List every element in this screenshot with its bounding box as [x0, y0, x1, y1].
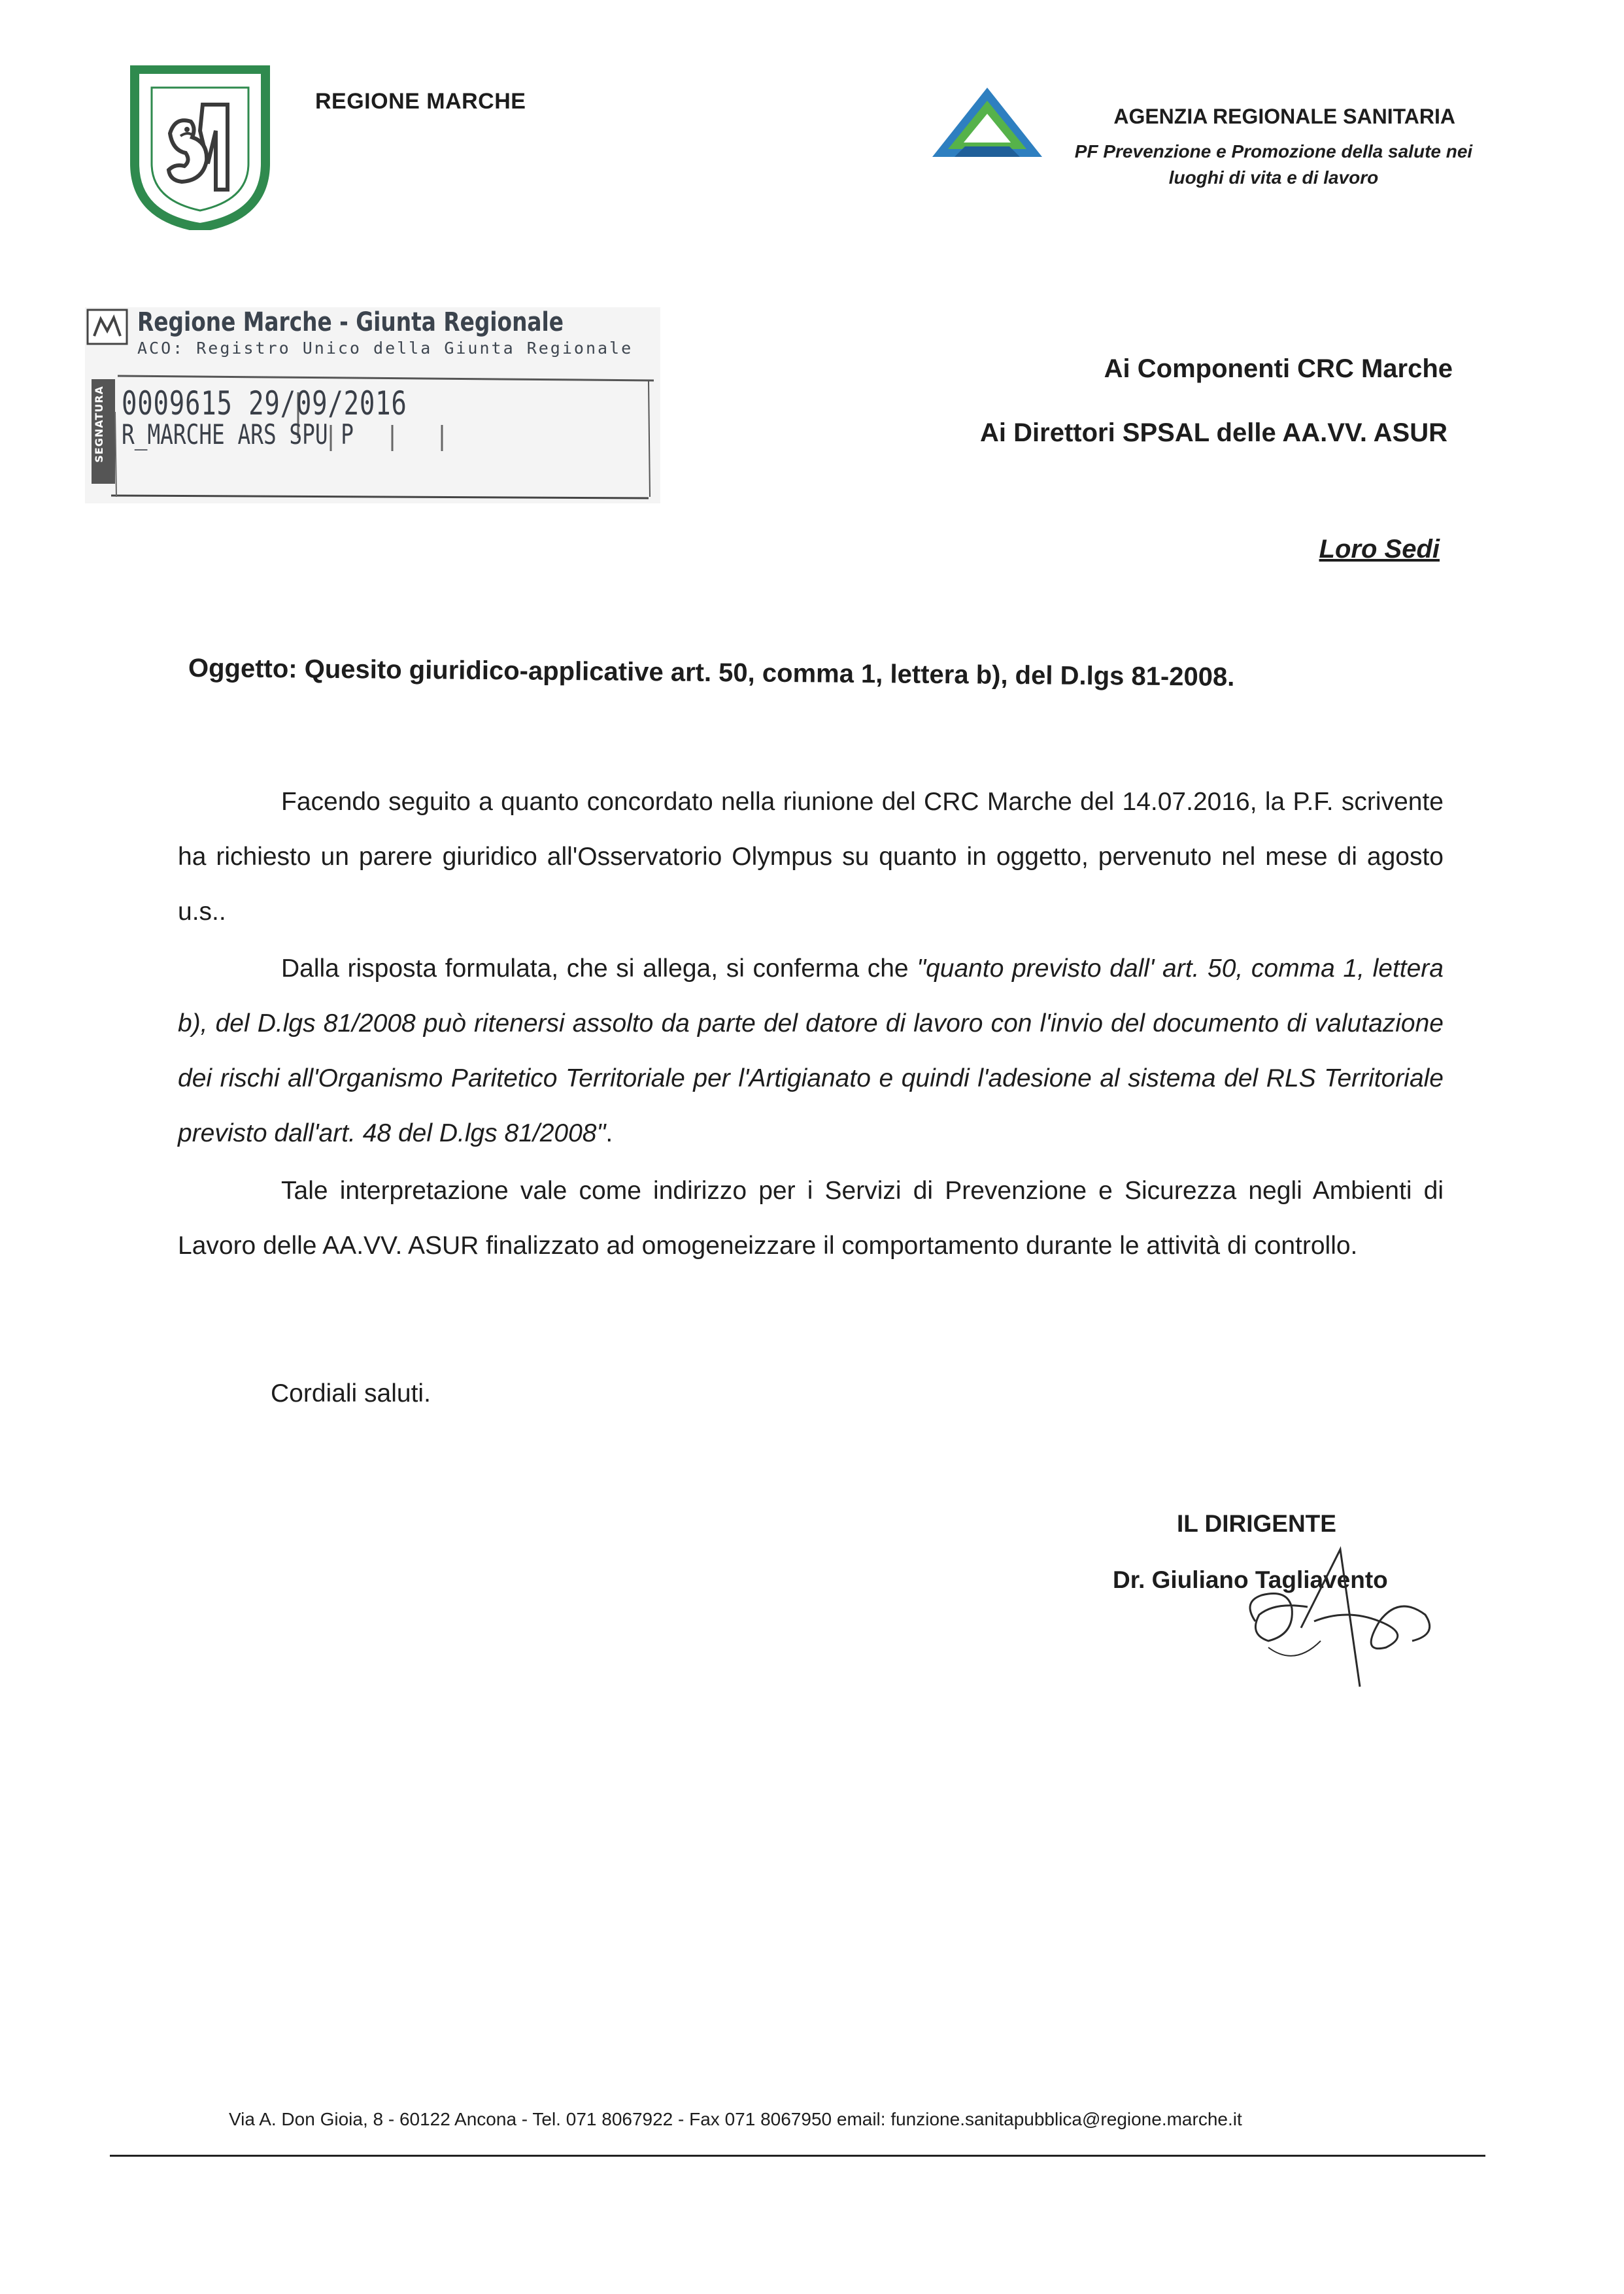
footer-contact: Via A. Don Gioia, 8 - 60122 Ancona - Tel. 071 8067922 - Fax 071 8067950 email: funzione.sanitapubblica@regione.marche.it: [229, 2109, 1242, 2129]
paragraph-intro: Dalla risposta formulata, che si allega, si conferma che: [281, 954, 917, 983]
agency-department: PF Prevenzione e Promozione della salute nei luoghi di vita e di lavoro: [1074, 141, 1473, 188]
regione-marche-crest-icon: [129, 65, 271, 230]
signatory-role: IL DIRIGENTE: [1177, 1510, 1336, 1537]
handwritten-signature: [1229, 1523, 1464, 1693]
stamp-side-label: SEGNATURA: [93, 386, 105, 463]
quoted-opinion: "quanto previsto dall' art. 50, comma 1, lettera b), del D.lgs 81/2008 può ritenersi assolto da parte del datore di lavoro con l'invio del documento di valutazione dei rischi all'Organismo Paritetico Territoriale per l'Artigianato e quindi l'adesione al sistema del RLS Territoriale previsto dall'art. 48 del D.lgs 81/2008": [178, 954, 1444, 1147]
stamp-subtitle: ACO: Registro Unico della Giunta Regionale: [137, 339, 634, 358]
body-paragraph: Facendo seguito a quanto concordato nella riunione del CRC Marche del 14.07.2016, la P.F. scrivente ha richiesto un parere giuridico all'Osservatorio Olympus su quanto in oggetto, pervenuto nel mese di agosto u.s..: [178, 788, 1444, 926]
signatory-name: Dr. Giuliano Tagliavento: [1113, 1566, 1388, 1593]
paragraph-end: .: [605, 1119, 613, 1147]
recipient-location: Loro Sedi: [1319, 535, 1440, 564]
footer-divider: [110, 2155, 1485, 2157]
region-name: REGIONE MARCHE: [315, 89, 526, 114]
body-paragraph: [178, 941, 1444, 1161]
recipient-line: Ai Direttori SPSAL delle AA.VV. ASUR: [980, 418, 1447, 447]
stamp-protocol-number: 0009615 29/09/2016: [122, 384, 407, 422]
body-paragraph: Tale interpretazione vale come indirizzo per i Servizi di Prevenzione e Sicurezza negli Ambienti di Lavoro delle AA.VV. ASUR finalizzato ad omogeneizzare il comportamento durante le attività di controllo.: [178, 1177, 1444, 1260]
closing-greeting: Cordiali saluti.: [271, 1379, 431, 1408]
stamp-protocol-code: R_MARCHE ARS SPU P: [122, 418, 354, 450]
ars-triangle-logo-icon: [928, 84, 1046, 161]
recipient-line: Ai Componenti CRC Marche: [1104, 354, 1453, 383]
letter-subject: Oggetto: Quesito giuridico-applicative art. 50, comma 1, lettera b), del D.lgs 81-2008.: [188, 654, 1235, 692]
stamp-title: Regione Marche - Giunta Regionale: [137, 307, 564, 337]
agency-name: AGENZIA REGIONALE SANITARIA: [1113, 105, 1455, 128]
